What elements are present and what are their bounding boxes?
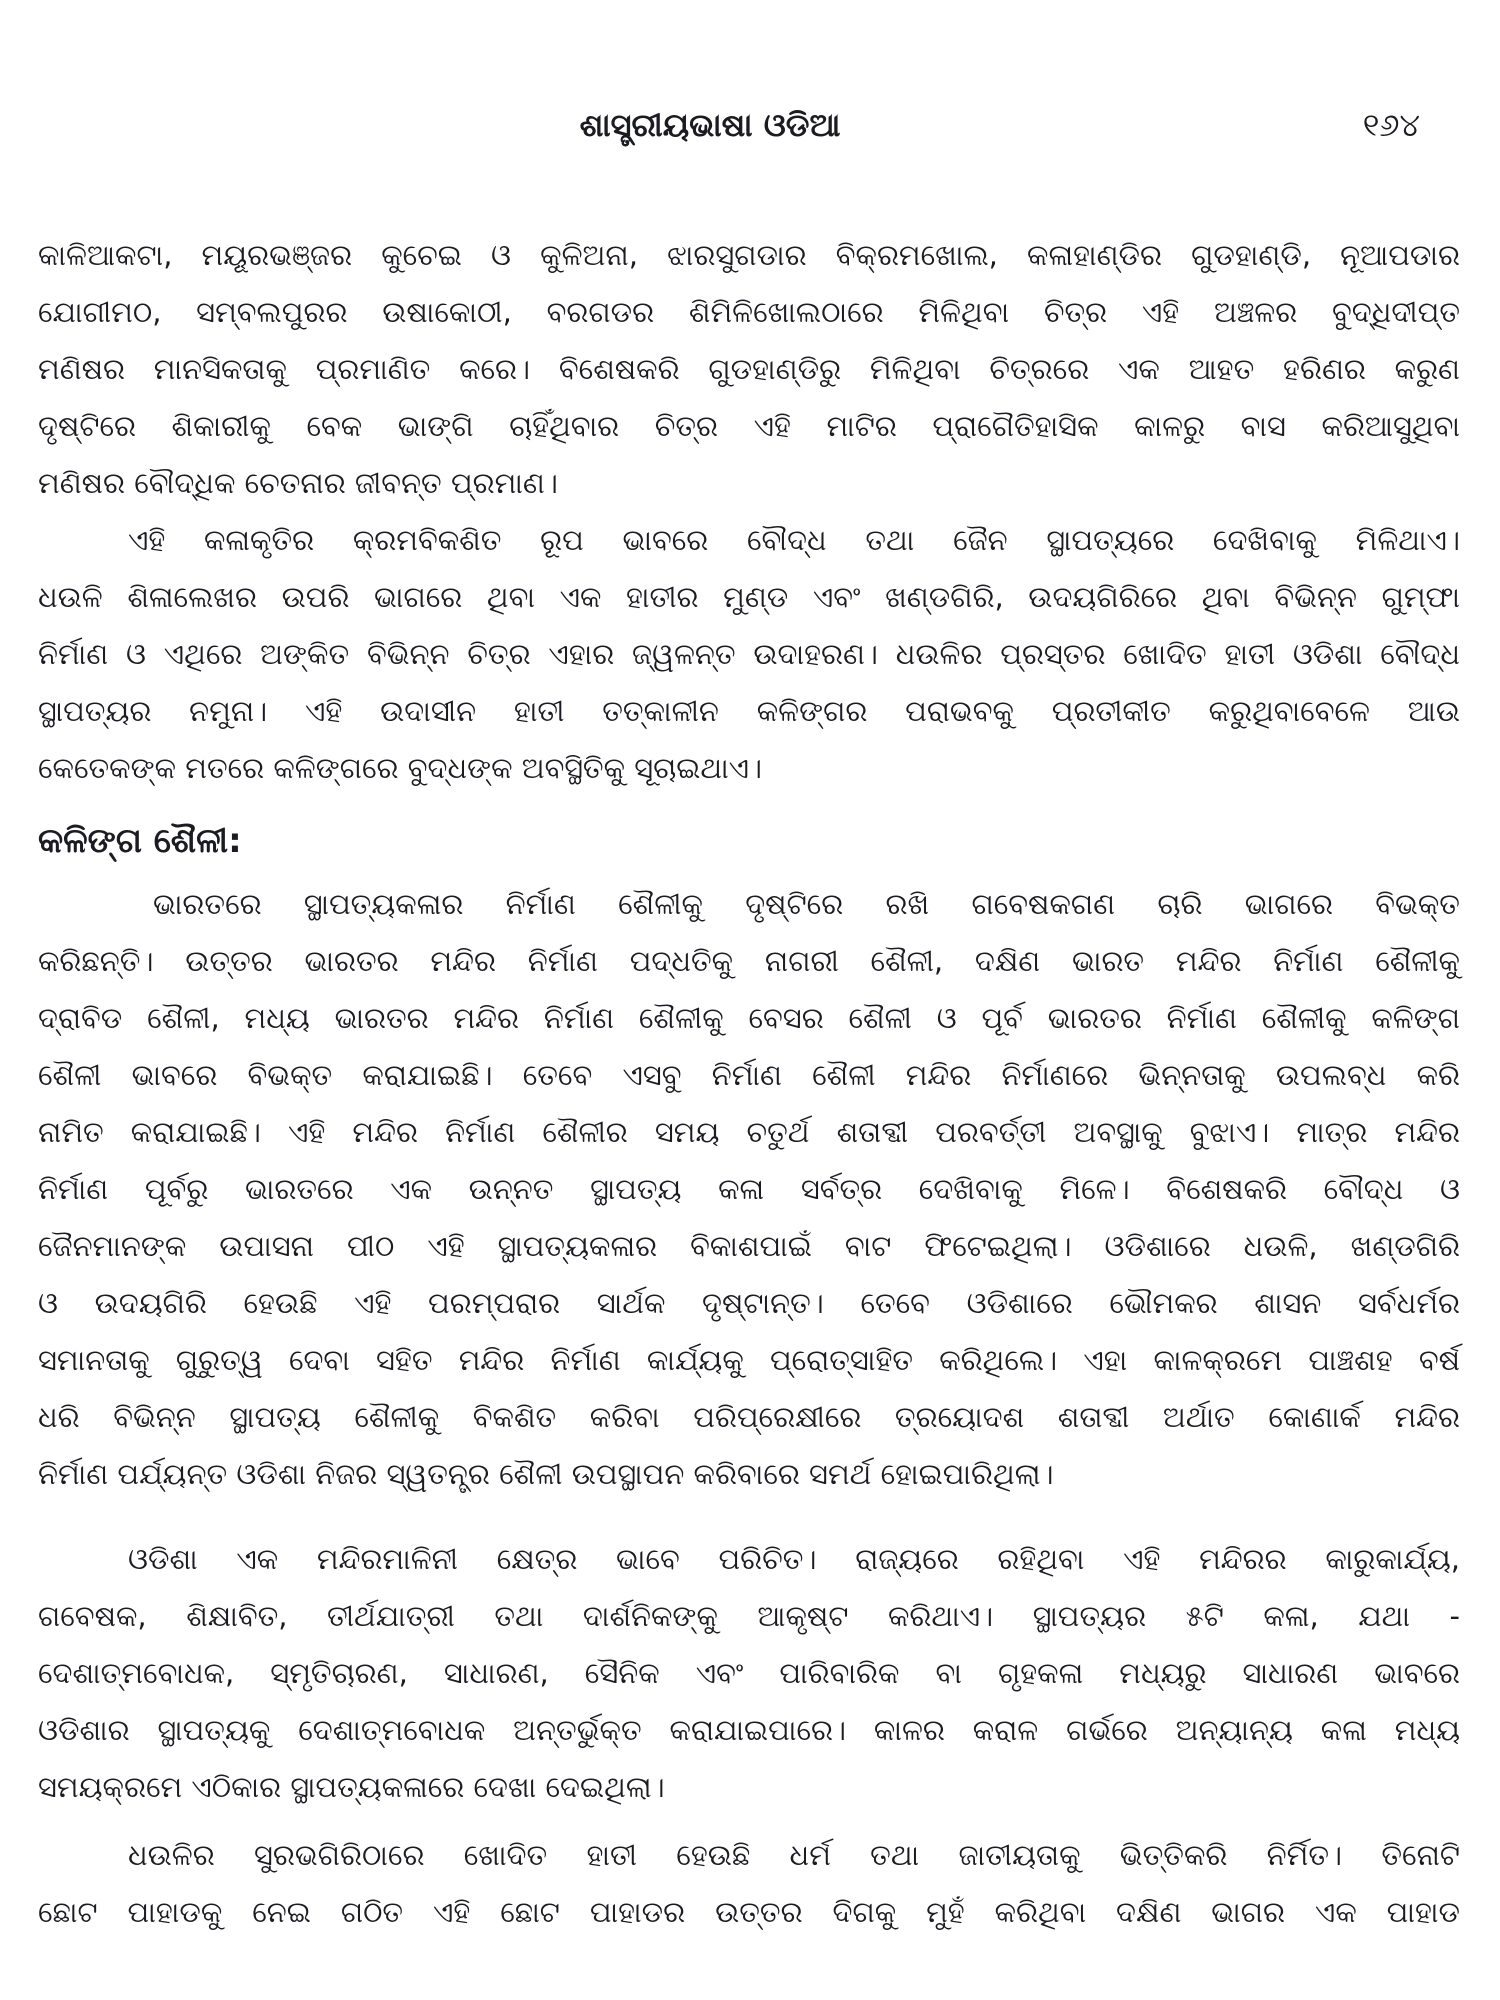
text-line: ଜୈନମାନଙ୍କ ଉପାସନା ପୀଠ ଏହି ସ୍ଥାପତ୍ୟକଳାର ବିକାଶପାଇଁ ବାଟ ଫିଟେଇଥିଲା। ଓଡିଶାରେ ଧଉଳି, ଖଣ୍ଡଗିରି	[38, 1229, 1460, 1263]
text-line: ଛୋଟ ପାହାଡକୁ ନେଇ ଗଠିତ ଏହି ଛୋଟ ପାହାଡର ଉତ୍ତର ଦିଗକୁ ମୁହଁ କରିଥିବା ଦକ୍ଷିଣ ଭାଗର ଏକ ପାହାଡ	[38, 1895, 1460, 1929]
text-line: ନାମିତ କରାଯାଇଛି। ଏହି ମନ୍ଦିର ନିର୍ମାଣ ଶୈଳୀର ସମୟ ଚତୁର୍ଥ ଶତାବ୍ଦୀ ପରବର୍ତ୍ତୀ ଅବସ୍ଥାକୁ ବୁଝାଏ। ମାତ୍ର ମନ୍ଦିର	[38, 1115, 1460, 1149]
text-line: ନିର୍ମାଣ ପୂର୍ବରୁ ଭାରତରେ ଏକ ଉନ୍ନତ ସ୍ଥାପତ୍ୟ କଳା ସର୍ବତ୍ର ଦେଖିବାକୁ ମିଳେ। ବିଶେଷକରି ବୌଦ୍ଧ ଓ	[38, 1172, 1460, 1206]
paragraph-4	[38, 1531, 1460, 1816]
text-line: ଓଡିଶା ଏକ ମନ୍ଦିରମାଳିନୀ କ୍ଷେତ୍ର ଭାବେ ପରିଚିତ। ରାଜ୍ୟରେ ରହିଥିବା ଏହି ମନ୍ଦିରର କାରୁକାର୍ଯ୍ୟ,	[128, 1542, 1460, 1576]
text-line: ଭାରତରେ ସ୍ଥାପତ୍ୟକଳାର ନିର୍ମାଣ ଶୈଳୀକୁ ଦୃଷ୍ଟିରେ ରଖି ଗବେଷକଗଣ ଚାରି ଭାଗରେ ବିଭକ୍ତ	[153, 887, 1460, 921]
text-line: ଧରି ବିଭିନ୍ନ ସ୍ଥାପତ୍ୟ ଶୈଳୀକୁ ବିକଶିତ କରିବା ପରିପ୍ରେକ୍ଷୀରେ ତ୍ରୟୋଦଶ ଶତାବ୍ଦୀ ଅର୍ଥାତ କୋଣାର୍କ ମନ୍ଦିର	[38, 1400, 1460, 1434]
paragraph-1	[38, 227, 1460, 512]
running-header-title: ଶାସ୍ତ୍ରୀୟଭାଷା ଓଡିଆ	[579, 106, 841, 144]
text-line: ସମାନତାକୁ ଗୁରୁତ୍ୱ ଦେବା ସହିତ ମନ୍ଦିର ନିର୍ମାଣ କାର୍ଯ୍ୟକୁ ପ୍ରୋତ୍ସାହିତ କରିଥିଲେ। ଏହା କାଳକ୍ରମେ ପାଞ୍ଚଶହ ବର୍ଷ	[38, 1343, 1460, 1377]
text-line: କେତେକଙ୍କ ମତରେ କଳିଙ୍ଗରେ ବୁଦ୍ଧଙ୍କ ଅବସ୍ଥିତିକୁ ସୂଚାଇଥାଏ।	[38, 751, 763, 785]
text-line: ନିର୍ମାଣ ପର୍ଯ୍ୟନ୍ତ ଓଡିଶା ନିଜର ସ୍ୱତନ୍ତ୍ର ଶୈଳୀ ଉପସ୍ଥାପନ କରିବାରେ ସମର୍ଥ ହୋଇପାରିଥିଲା।	[38, 1457, 1054, 1491]
text-line: ମଣିଷର ମାନସିକତାକୁ ପ୍ରମାଣିତ କରେ। ବିଶେଷକରି ଗୁଡହାଣ୍ଡିରୁ ମିଳିଥିବା ଚିତ୍ରରେ ଏକ ଆହତ ହରିଣର କରୁଣ	[38, 352, 1460, 386]
text-line: ନିର୍ମାଣ ଓ ଏଥିରେ ଅଙ୍କିତ ବିଭିନ୍ନ ଚିତ୍ର ଏହାର ଜ୍ୱଳନ୍ତ ଉଦାହରଣ। ଧଉଳିର ପ୍ରସ୍ତର ଖୋଦିତ ହାତୀ ଓଡିଶା ବୌଦ୍ଧ	[38, 637, 1460, 671]
text-line: ଏହି କଳାକୃତିର କ୍ରମବିକଶିତ ରୂପ ଭାବରେ ବୌଦ୍ଧ ତଥା ଜୈନ ସ୍ଥାପତ୍ୟରେ ଦେଖିବାକୁ ମିଳିଥାଏ।	[128, 523, 1460, 557]
text-line: ଦୃଷ୍ଟିରେ ଶିକାରୀକୁ ବେକ ଭାଙ୍ଗି ଚାହିଁଥିବାର ଚିତ୍ର ଏହି ମାଟିର ପ୍ରାଗୈତିହାସିକ କାଳରୁ ବାସ କରିଆସୁଥିବା	[38, 409, 1460, 443]
text-line: ଧଉଳି ଶିଳାଲେଖର ଉପରି ଭାଗରେ ଥିବା ଏକ ହାତୀର ମୁଣ୍ଡ ଏବଂ ଖଣ୍ଡଗିରି, ଉଦୟଗିରିରେ ଥିବା ବିଭିନ୍ନ ଗୁମ୍ଫା	[38, 580, 1460, 614]
section-heading: କଳିଙ୍ଗ ଶୈଳୀ:	[38, 821, 242, 861]
paragraph-2	[38, 512, 1460, 797]
text-line: ଧଉଳିର ସୁରଭଗିରିଠାରେ ଖୋଦିତ ହାତୀ ହେଉଛି ଧର୍ମ ତଥା ଜାତୀୟତାକୁ ଭିତ୍ତିକରି ନିର୍ମିତ। ତିନୋଟି	[128, 1838, 1460, 1872]
text-line: କରିଛନ୍ତି। ଉତ୍ତର ଭାରତର ମନ୍ଦିର ନିର୍ମାଣ ପଦ୍ଧତିକୁ ନାଗରୀ ଶୈଳୀ, ଦକ୍ଷିଣ ଭାରତ ମନ୍ଦିର ନିର୍ମାଣ ଶୈଳୀକୁ	[38, 944, 1460, 978]
text-line: ସ୍ଥାପତ୍ୟର ନମୁନା। ଏହି ଉଦାସୀନ ହାତୀ ତତ୍କାଳୀନ କଳିଙ୍ଗର ପରାଭବକୁ ପ୍ରତୀକୀତ କରୁଥିବାବେଳେ ଆଉ	[38, 694, 1460, 728]
text-line: ଗବେଷକ, ଶିକ୍ଷାବିତ, ତୀର୍ଥଯାତ୍ରୀ ତଥା ଦାର୍ଶନିକଙ୍କୁ ଆକୃଷ୍ଟ କରିଥାଏ। ସ୍ଥାପତ୍ୟର ୫ଟି କଳା, ଯଥା -	[38, 1599, 1460, 1633]
page-number: ୧୬୪	[1362, 106, 1420, 144]
paragraph-5	[38, 1827, 1460, 1941]
text-line: ଦ୍ରାବିଡ ଶୈଳୀ, ମଧ୍ୟ ଭାରତର ମନ୍ଦିର ନିର୍ମାଣ ଶୈଳୀକୁ ବେସର ଶୈଳୀ ଓ ପୂର୍ବ ଭାରତର ନିର୍ମାଣ ଶୈଳୀକୁ କଳିଙ୍ଗ	[38, 1001, 1460, 1035]
paragraph-3	[38, 876, 1460, 1503]
text-line: ଓ ଉଦୟଗିରି ହେଉଛି ଏହି ପରମ୍ପରାର ସାର୍ଥକ ଦୃଷ୍ଟାନ୍ତ। ତେବେ ଓଡିଶାରେ ଭୌମକର ଶାସନ ସର୍ବଧର୍ମର	[38, 1286, 1460, 1320]
text-line: ଓଡିଶାର ସ୍ଥାପତ୍ୟକୁ ଦେଶାତ୍ମବୋଧକ ଅନ୍ତର୍ଭୁକ୍ତ କରାଯାଇପାରେ। କାଳର କରାଳ ଗର୍ଭରେ ଅନ୍ୟାନ୍ୟ କଳା ମଧ୍ୟ	[38, 1713, 1460, 1747]
text-line: କାଳିଆକଟା, ମୟୂରଭଞ୍ଜର କୁଚେଇ ଓ କୁଳିଅନା, ଝାରସୁଗଡାର ବିକ୍ରମଖୋଲ, କଳାହାଣ୍ଡିର ଗୁଡହାଣ୍ଡି, ନୂଆପଡାର	[38, 238, 1460, 272]
text-line: ଦେଶାତ୍ମବୋଧକ, ସ୍ମୃତିଚାରଣ, ସାଧାରଣ, ସୈନିକ ଏବଂ ପାରିବାରିକ ବା ଗୃହକଳା ମଧ୍ୟରୁ ସାଧାରଣ ଭାବରେ	[38, 1656, 1460, 1690]
text-line: ଯୋଗୀମଠ, ସମ୍ବଲପୁରର ଉଷାକୋଠୀ, ବରଗଡର ଶିମିଳିଖୋଲଠାରେ ମିଳିଥିବା ଚିତ୍ର ଏହି ଅଞ୍ଚଳର ବୁଦ୍ଧିଦୀପ୍ତ	[38, 295, 1460, 329]
text-line: ସମୟକ୍ରମେ ଏଠିକାର ସ୍ଥାପତ୍ୟକଳାରେ ଦେଖା ଦେଇଥିଲା।	[38, 1770, 665, 1804]
text-line: ମଣିଷର ବୌଦ୍ଧିକ ଚେତନାର ଜୀବନ୍ତ ପ୍ରମାଣ।	[38, 466, 558, 500]
page-body	[38, 227, 1460, 1941]
text-line: ଶୈଳୀ ଭାବରେ ବିଭକ୍ତ କରାଯାଇଛି। ତେବେ ଏସବୁ ନିର୍ମାଣ ଶୈଳୀ ମନ୍ଦିର ନିର୍ମାଣରେ ଭିନ୍ନତାକୁ ଉପଲବ୍ଧ କରି	[38, 1058, 1460, 1092]
